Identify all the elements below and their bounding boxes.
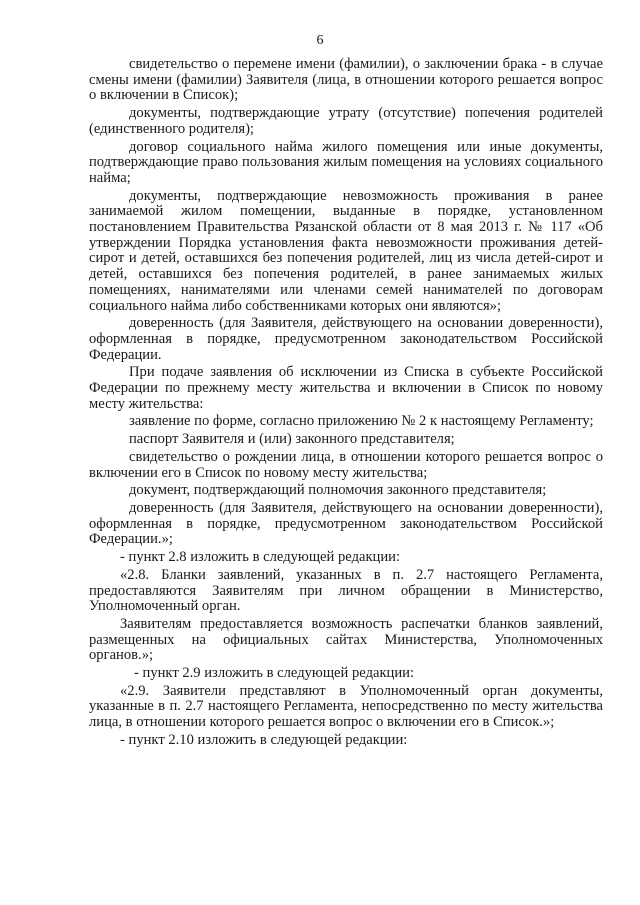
paragraph: - пункт 2.8 изложить в следующей редакции: [120, 549, 401, 566]
paragraph: При подаче заявления об исключении из Списка в субъекте Российской Федерации по прежнему месту жительства и включении в Список по новому месту жительства: [89, 364, 603, 412]
paragraph: документ, подтверждающий полномочия законного представителя; [129, 482, 547, 499]
paragraph: свидетельство о рождении лица, в отношении которого решается вопрос о включении его в Список по новому месту жительства; [89, 448, 603, 481]
paragraph: паспорт Заявителя и (или) законного представителя; [129, 431, 455, 448]
paragraph: договор социального найма жилого помещения или иные документы, подтверждающие право пользования жилым помещения на условиях социального найма; [89, 138, 603, 186]
paragraph: свидетельство о перемене имени (фамилии), о заключении брака - в случае смены имени (фамилии) Заявителя (лица, в отношении которого решается вопрос о включении в Список); [89, 56, 603, 104]
paragraph: документы, подтверждающие невозможность проживания в ранее занимаемой жилом помещении, выданные в порядке, установленном постановлением Правительства Рязанской области от 8 мая 2013 г. № 117 «Об утверждении Порядка установления факта невозможности проживания детей-сирот и детей, оставшихся без попечения родителей, лиц из числа детей-сирот и детей, оставшихся без попечения родителей, в ранее занимаемых жилых помещениях, нанимателями или членами семей нанимателей по договорам социального найма либо собственниками которых они являются»; [89, 187, 603, 314]
paragraph: - пункт 2.10 изложить в следующей редакции: [120, 731, 408, 748]
paragraph: доверенность (для Заявителя, действующего на основании доверенности), оформленная в порядке, предусмотренном законодательством Российской Федерации. [89, 315, 603, 363]
paragraph: «2.8. Бланки заявлений, указанных в п. 2.7 настоящего Регламента, предоставляются Заявителям при личном обращении в Министерство, Уполномоченный орган. [89, 566, 603, 615]
paragraph: заявление по форме, согласно приложению № 2 к настоящему Регламенту; [129, 413, 594, 430]
paragraph: - пункт 2.9 изложить в следующей редакции: [134, 665, 415, 682]
paragraph: документы, подтверждающие утрату (отсутствие) попечения родителей (единственного родителя); [89, 105, 603, 137]
paragraph: Заявителям предоставляется возможность распечатки бланков заявлений, размещенных на официальных сайтах Министерства, Уполномоченных органов.»; [89, 615, 603, 664]
document-body [89, 57, 603, 751]
page-number: 6 [316, 33, 324, 48]
paragraph: доверенность (для Заявителя, действующего на основании доверенности), оформленная в порядке, предусмотренном законодательством Российской Федерации.»; [89, 499, 603, 548]
paragraph: «2.9. Заявители представляют в Уполномоченный орган документы, указанные в п. 2.7 настоящего Регламента, непосредственно по месту жительства лица, в отношении которого решается вопрос о включении его в Список.»; [89, 682, 603, 731]
